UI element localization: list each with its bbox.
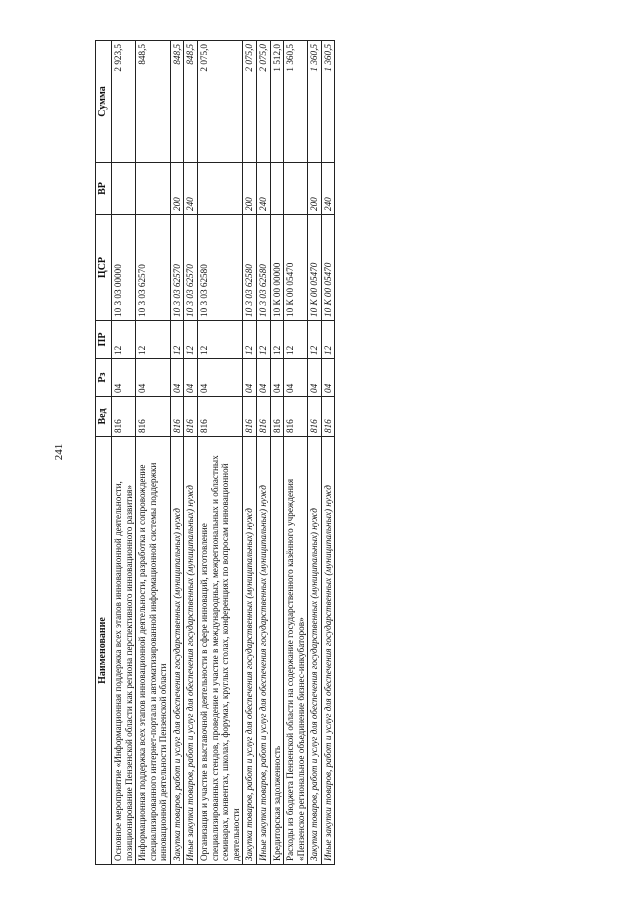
cell-vr: 240 [256, 163, 270, 215]
table-row [198, 41, 243, 865]
cell-name: Иные закупки товаров, работ и услуг для обеспечения государственных (муниципальных) нужд [321, 437, 335, 865]
header-vr: ВР [96, 163, 112, 215]
cell-csr: 10 3 03 62580 [256, 215, 270, 321]
cell-rz: 04 [136, 359, 171, 397]
cell-csr: 10 К 00 00000 [270, 215, 284, 321]
cell-sum: 2 923,5 [112, 41, 136, 163]
cell-ved: 816 [270, 397, 284, 437]
table-header-row [96, 41, 112, 865]
cell-name: Закупка товаров, работ и услуг для обеспечения государственных (муниципальных) нужд [308, 437, 322, 865]
cell-vr: 240 [184, 163, 198, 215]
cell-rz: 04 [284, 359, 308, 397]
cell-name: Расходы из бюджета Пензенской области на содержание государственного казённого учреждения «Пензенское региональное объединение бизнес-инкубаторов» [284, 437, 308, 865]
cell-csr: 10 3 03 00000 [112, 215, 136, 321]
header-name: Наименование [96, 437, 112, 865]
table-row [112, 41, 136, 865]
cell-name: Закупка товаров, работ и услуг для обеспечения государственных (муниципальных) нужд [243, 437, 257, 865]
header-csr: ЦСР [96, 215, 112, 321]
cell-csr: 10 3 03 62580 [243, 215, 257, 321]
cell-ved: 816 [112, 397, 136, 437]
cell-ved: 816 [170, 397, 184, 437]
table-row [284, 41, 308, 865]
cell-pr: 12 [256, 321, 270, 359]
cell-pr: 12 [170, 321, 184, 359]
cell-ved: 816 [284, 397, 308, 437]
cell-sum: 1 360,5 [321, 41, 335, 163]
cell-rz: 04 [256, 359, 270, 397]
cell-csr: 10 К 00 05470 [308, 215, 322, 321]
table-row [170, 41, 184, 865]
cell-ved: 816 [256, 397, 270, 437]
cell-vr: 200 [308, 163, 322, 215]
table-row [321, 41, 335, 865]
cell-pr: 12 [284, 321, 308, 359]
cell-pr: 12 [184, 321, 198, 359]
table-row [243, 41, 257, 865]
cell-csr: 10 К 00 05470 [321, 215, 335, 321]
cell-rz: 04 [112, 359, 136, 397]
cell-sum: 2 075,0 [243, 41, 257, 163]
budget-table [95, 40, 335, 865]
cell-rz: 04 [308, 359, 322, 397]
cell-sum: 1 512,0 [270, 41, 284, 163]
cell-pr: 12 [321, 321, 335, 359]
cell-ved: 816 [198, 397, 243, 437]
rotated-table-container [95, 41, 535, 865]
cell-name: Иные закупки товаров, работ и услуг для обеспечения государственных (муниципальных) нужд [184, 437, 198, 865]
cell-csr: 10 3 03 62570 [136, 215, 171, 321]
cell-vr [112, 163, 136, 215]
cell-pr: 12 [136, 321, 171, 359]
cell-csr: 10 3 03 62580 [198, 215, 243, 321]
cell-name: Основное мероприятие «Информационная поддержка всех этапов инновационной деятельности, позиционирование Пензенской области как региона перспективного инновационного развития» [112, 437, 136, 865]
table-row [184, 41, 198, 865]
cell-pr: 12 [243, 321, 257, 359]
cell-vr [198, 163, 243, 215]
page-number: 241 [53, 443, 65, 461]
cell-rz: 04 [198, 359, 243, 397]
cell-rz: 04 [243, 359, 257, 397]
cell-rz: 04 [270, 359, 284, 397]
header-ved: Вед [96, 397, 112, 437]
cell-pr: 12 [112, 321, 136, 359]
cell-name: Кредиторская задолженность [270, 437, 284, 865]
header-rz: Рз [96, 359, 112, 397]
table-row [270, 41, 284, 865]
cell-name: Информационная поддержка всех этапов инновационной деятельности, разработка и сопровождение специализированного интернет-портала и автоматизированной информационной системы поддержки инновационной деятельности Пензенской области [136, 437, 171, 865]
table-row [136, 41, 171, 865]
cell-sum: 848,5 [184, 41, 198, 163]
cell-pr: 12 [308, 321, 322, 359]
cell-sum: 848,5 [136, 41, 171, 163]
cell-pr: 12 [270, 321, 284, 359]
cell-rz: 04 [170, 359, 184, 397]
cell-name: Иные закупки товаров, работ и услуг для обеспечения государственных (муниципальных) нужд [256, 437, 270, 865]
cell-vr [284, 163, 308, 215]
cell-vr [270, 163, 284, 215]
cell-ved: 816 [321, 397, 335, 437]
cell-csr: 10 3 03 62570 [184, 215, 198, 321]
cell-vr [136, 163, 171, 215]
cell-sum: 2 075,0 [256, 41, 270, 163]
cell-sum: 1 360,5 [308, 41, 322, 163]
cell-csr: 10 К 00 05470 [284, 215, 308, 321]
table-row [308, 41, 322, 865]
cell-ved: 816 [243, 397, 257, 437]
cell-rz: 04 [184, 359, 198, 397]
cell-sum: 848,5 [170, 41, 184, 163]
cell-ved: 816 [184, 397, 198, 437]
cell-ved: 816 [136, 397, 171, 437]
cell-sum: 1 360,5 [284, 41, 308, 163]
cell-name: Закупка товаров, работ и услуг для обеспечения государственных (муниципальных) нужд [170, 437, 184, 865]
header-sum: Сумма [96, 41, 112, 163]
header-pr: ПР [96, 321, 112, 359]
cell-vr: 200 [170, 163, 184, 215]
cell-sum: 2 075,0 [198, 41, 243, 163]
cell-ved: 816 [308, 397, 322, 437]
cell-pr: 12 [198, 321, 243, 359]
cell-rz: 04 [321, 359, 335, 397]
table-row [256, 41, 270, 865]
cell-name: Организация и участие в выставочной деятельности в сфере инноваций, изготовление специализированных стендов, проведение и участие в международных, межрегиональных и областных семинарах, конвентах, школах, форумах, круглых столах, конференциях по вопросам инновационной деятельности [198, 437, 243, 865]
cell-vr: 200 [243, 163, 257, 215]
cell-vr: 240 [321, 163, 335, 215]
cell-csr: 10 3 03 62570 [170, 215, 184, 321]
